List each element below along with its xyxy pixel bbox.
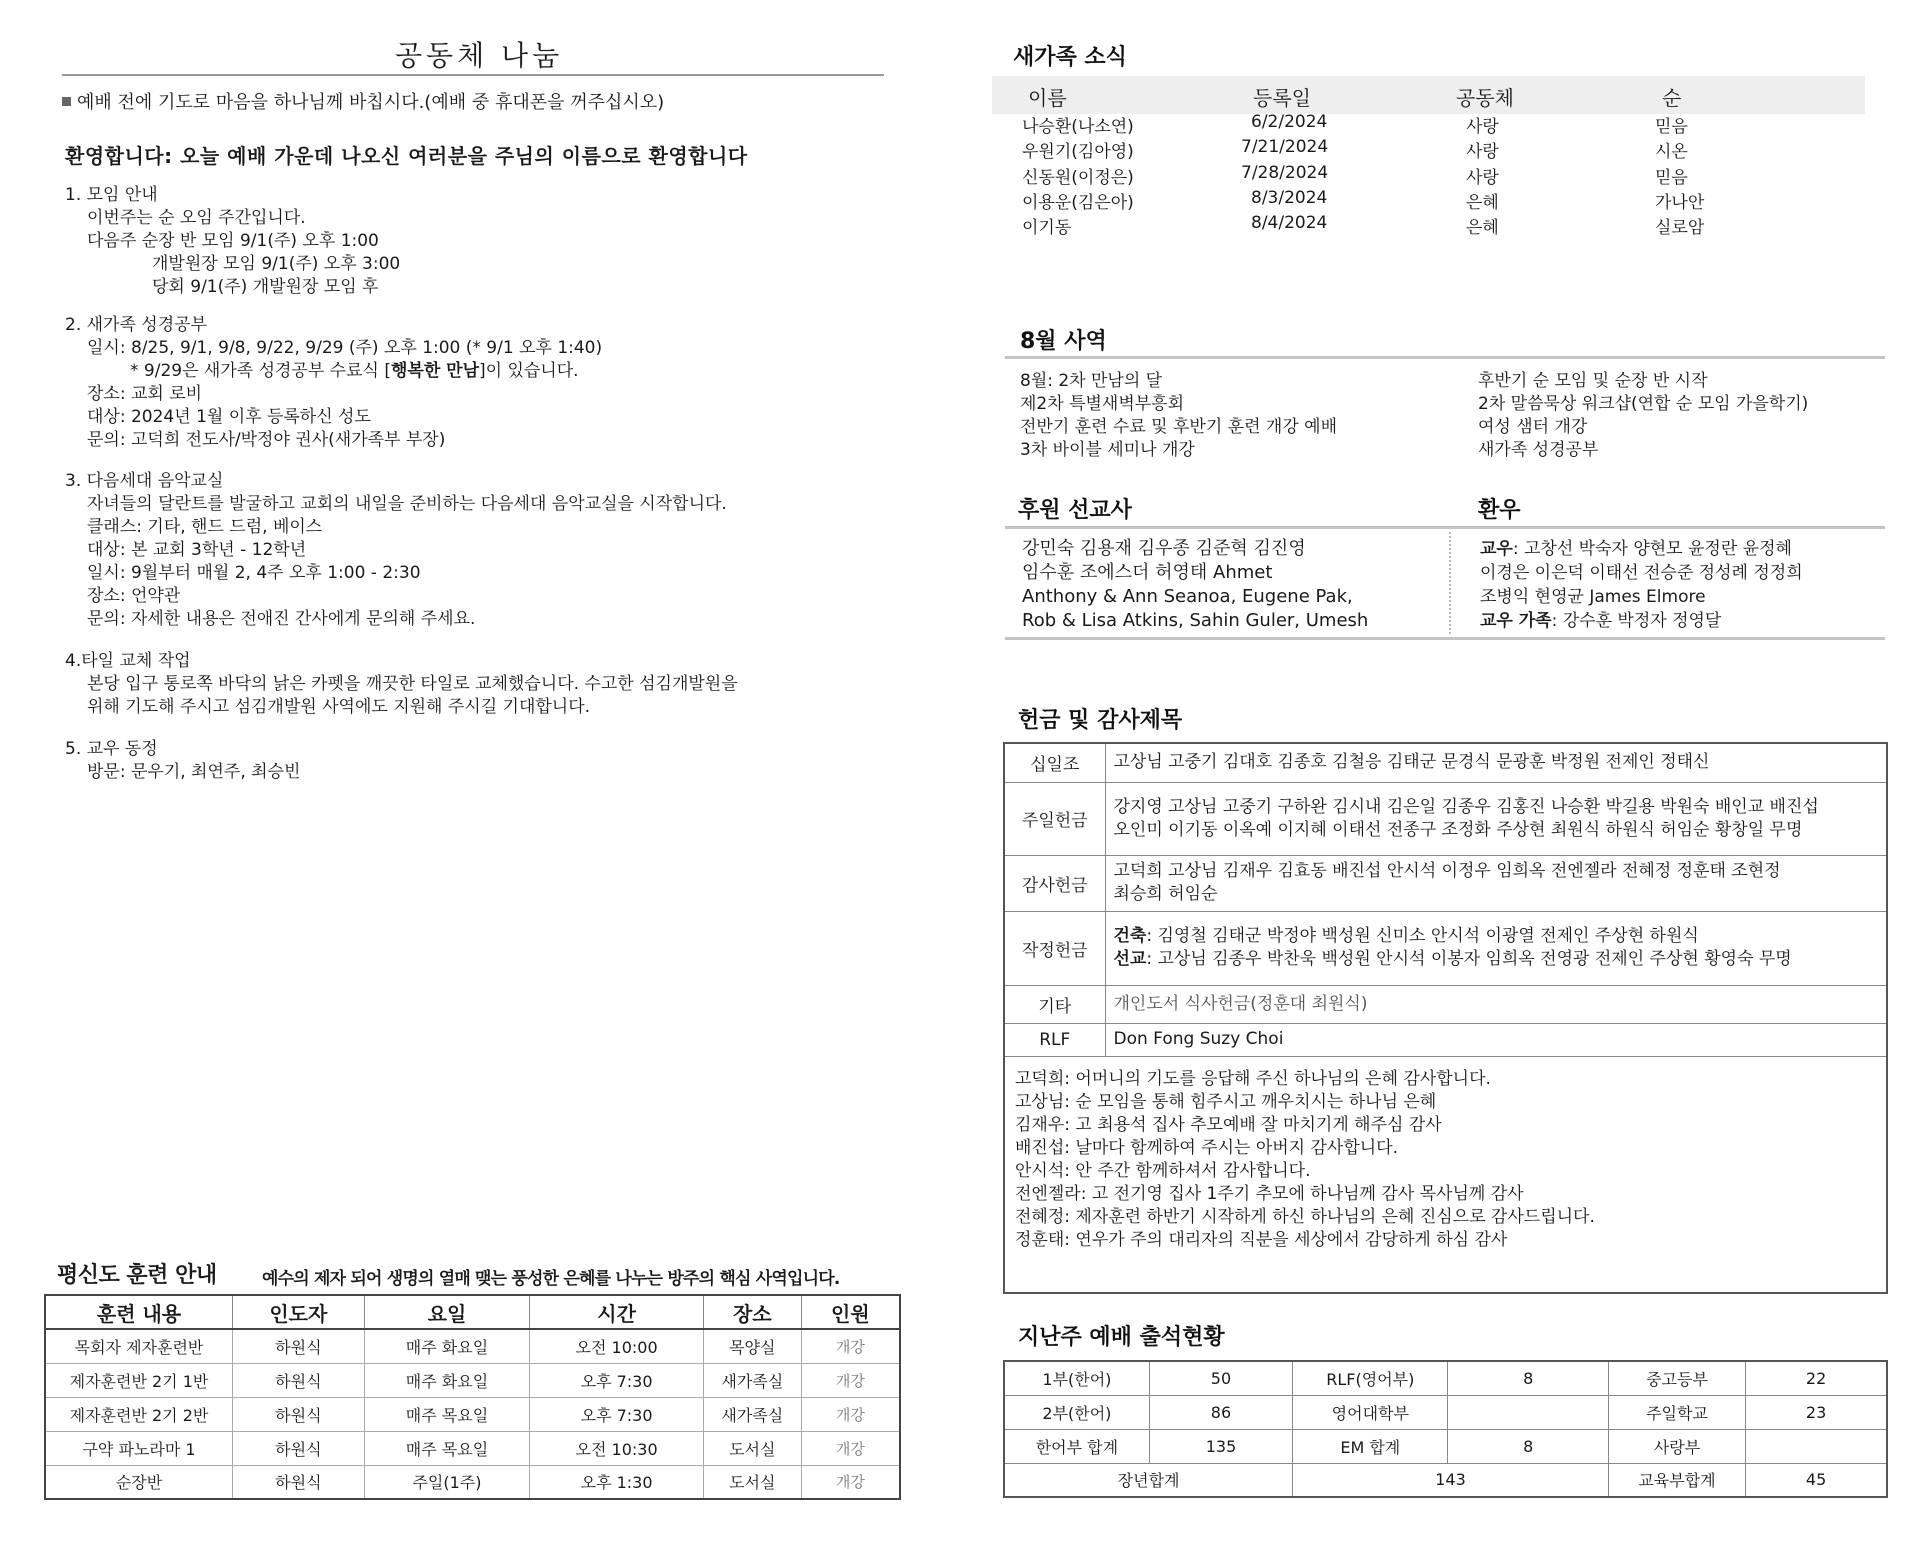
attendance-title: 지난주 예배 출석현황	[1018, 1325, 1225, 1350]
table-cell: 교육부합계	[1608, 1463, 1745, 1497]
column-header: 훈련 내용	[45, 1295, 233, 1329]
table-cell: 오후 7:30	[530, 1363, 704, 1397]
table-cell: 8	[1448, 1361, 1608, 1395]
new-family-date: 7/21/2024	[1241, 137, 1329, 157]
new-family-date: 8/3/2024	[1251, 188, 1328, 208]
prayer-text: 예배 전에 기도로 마음을 하나님께 바칩시다.(예배 중 휴대폰을 꺼주십시오)	[77, 92, 665, 113]
offering-names: 고덕희 고상님 김재우 김효동 배진섭 안시석 이정우 임희옥 전엔젤라 전혜정 정훈태 조현정 최승희 허임순	[1105, 855, 1886, 911]
table-cell: 개강	[801, 1397, 900, 1431]
table-row	[1004, 1429, 1887, 1463]
attendance-table	[1003, 1360, 1888, 1498]
offering-label: 십일조	[1005, 744, 1105, 782]
table-row	[45, 1329, 900, 1363]
notice-heading: 1. 모임 안내	[65, 185, 158, 205]
table-cell: 매주 화요일	[364, 1329, 530, 1363]
notice-line: 대상: 2024년 1월 이후 등록하신 성도	[87, 407, 371, 427]
table-row	[1005, 911, 1886, 985]
column-header: 공동체	[1456, 86, 1514, 110]
list-item: Anthony & Ann Seanoa, Eugene Pak,	[1022, 586, 1353, 607]
training-table	[44, 1294, 901, 1500]
new-family-group: 믿음	[1655, 168, 1688, 188]
list-item: 3차 바이블 세미나 개강	[1020, 440, 1195, 460]
table-row	[1004, 1463, 1887, 1497]
table-cell: 오후 1:30	[530, 1465, 704, 1499]
offering-label: RLF	[1005, 1023, 1105, 1056]
table-cell	[1746, 1429, 1887, 1463]
table-cell: 개강	[801, 1465, 900, 1499]
notice-line: 문의: 고덕희 전도사/박정야 권사(새가족부 부장)	[87, 430, 446, 450]
new-family-date: 7/28/2024	[1241, 163, 1329, 183]
section-divider	[1005, 356, 1885, 359]
list-item: 후반기 순 모임 및 순장 반 시작	[1478, 371, 1708, 391]
prayer-note	[62, 88, 664, 114]
thanks-item: 김재우: 고 최용석 집사 추모예배 잘 마치기게 해주심 감사	[1015, 1115, 1442, 1135]
table-cell: 새가족실	[703, 1397, 801, 1431]
notice-line: 자녀들의 달란트를 발굴하고 교회의 내일을 준비하는 다음세대 음악교실을 시작합니다.	[87, 494, 727, 514]
list-item: 여성 샘터 개강	[1478, 417, 1588, 437]
list-item: 8월: 2차 만남의 달	[1020, 371, 1163, 391]
table-cell: 사랑부	[1608, 1429, 1745, 1463]
table-header-row	[45, 1295, 900, 1329]
table-cell: 중고등부	[1608, 1361, 1745, 1395]
page-title: 공동체 나눔	[395, 39, 564, 72]
offering-label: 기타	[1005, 985, 1105, 1023]
notice-line: 장소: 교회 로비	[87, 384, 203, 404]
new-family-community: 은혜	[1466, 193, 1499, 213]
notice-line: 당회 9/1(주) 개발원장 모임 후	[152, 277, 379, 297]
new-family-header-bar	[992, 76, 1865, 114]
table-row	[1004, 1361, 1887, 1395]
new-family-community: 사랑	[1466, 142, 1499, 162]
notice-line: * 9/29은 새가족 성경공부 수료식 [행복한 만남]이 있습니다.	[130, 361, 579, 381]
table-cell: 45	[1746, 1463, 1887, 1497]
table-cell: 영어대학부	[1293, 1395, 1448, 1429]
table-row	[1004, 1395, 1887, 1429]
table-cell: 8	[1448, 1429, 1608, 1463]
table-cell: 개강	[801, 1329, 900, 1363]
table-row	[1005, 744, 1886, 782]
table-cell: 매주 화요일	[364, 1363, 530, 1397]
section-divider	[1005, 637, 1885, 640]
list-item: 강민숙 김용재 김우종 김준혁 김진영	[1022, 538, 1306, 559]
notice-heading: 2. 새가족 성경공부	[65, 315, 207, 335]
square-bullet-icon	[62, 97, 71, 106]
notice-line: 방문: 문우기, 최연주, 최승빈	[87, 762, 301, 782]
notice-line: 장소: 언약관	[87, 586, 181, 606]
offering-box	[1003, 742, 1888, 1294]
thanks-item: 고덕희: 어머니의 기도를 응답해 주신 하나님의 은혜 감사합니다.	[1015, 1069, 1491, 1089]
table-cell: 하원식	[233, 1363, 365, 1397]
list-item: 제2차 특별새벽부흥회	[1020, 394, 1185, 414]
section-divider	[1005, 526, 1885, 529]
table-cell: 135	[1149, 1429, 1292, 1463]
new-family-name: 우원기(김아영)	[1022, 142, 1134, 162]
thanks-list	[1015, 1068, 1595, 1252]
notice-line: 일시: 8/25, 9/1, 9/8, 9/22, 9/29 (주) 오후 1:00 (* 9/1 오후 1:40)	[87, 338, 603, 358]
table-cell: 개강	[801, 1363, 900, 1397]
table-cell: 1부(한어)	[1004, 1361, 1149, 1395]
thanks-item: 정훈태: 연우가 주의 대리자의 직분을 세상에서 감당하게 하심 감사	[1015, 1230, 1508, 1250]
thanks-item: 안시석: 안 주간 함께하셔서 감사합니다.	[1015, 1161, 1311, 1181]
training-title: 평신도 훈련 안내	[57, 1263, 217, 1288]
sick-members-title: 환우	[1478, 498, 1521, 523]
thanks-item: 배진섭: 날마다 함께하여 주시는 아버지 감사합니다.	[1015, 1138, 1399, 1158]
notice-line: 본당 입구 통로쪽 바닥의 낡은 카펫을 깨끗한 타일로 교체했습니다. 수고한 섬김개발원을	[87, 674, 738, 694]
table-row	[1005, 1023, 1886, 1056]
column-header: 시간	[530, 1295, 704, 1329]
offering-names: 강지영 고상님 고중기 구하완 김시내 김은일 김종우 김홍진 나승환 박길용 박원숙 배인교 배진섭 오인미 이기동 이옥예 이지혜 이태선 전종구 조정화 주상현 최원식 하원식 허임순 황창일 무명	[1105, 782, 1886, 855]
table-cell: 주일학교	[1608, 1395, 1745, 1429]
new-family-community: 은혜	[1466, 218, 1499, 238]
list-item: 전반기 훈련 수료 및 후반기 훈련 개강 예배	[1020, 417, 1338, 437]
column-header: 등록일	[1253, 86, 1311, 110]
table-cell	[1448, 1395, 1608, 1429]
notice-line: 일시: 9월부터 매월 2, 4주 오후 1:00 - 2:30	[87, 563, 421, 583]
notice-members	[65, 738, 300, 784]
new-family-group: 시온	[1655, 142, 1688, 162]
notice-line: 다음주 순장 반 모임 9/1(주) 오후 1:00	[87, 231, 379, 251]
table-cell: 2부(한어)	[1004, 1395, 1149, 1429]
table-cell: 주일(1주)	[364, 1465, 530, 1499]
table-row	[45, 1431, 900, 1465]
table-cell: 제자훈련반 2기 1반	[45, 1363, 233, 1397]
table-cell: 하원식	[233, 1397, 365, 1431]
notice-heading: 5. 교우 동정	[65, 739, 158, 759]
table-cell: 143	[1293, 1463, 1609, 1497]
table-cell: 구약 파노라마 1	[45, 1431, 233, 1465]
notice-music-class	[65, 470, 727, 631]
graduation-name: 행복한 만남	[390, 361, 479, 381]
august-ministry-title: 8월 사역	[1020, 329, 1107, 354]
notice-line: 문의: 자세한 내용은 전애진 간사에게 문의해 주세요.	[87, 609, 476, 629]
table-cell: 새가족실	[703, 1363, 801, 1397]
column-header: 요일	[364, 1295, 530, 1329]
table-cell: 장년합계	[1004, 1463, 1293, 1497]
new-family-title: 새가족 소식	[1013, 45, 1127, 70]
list-item: 새가족 성경공부	[1478, 440, 1599, 460]
notice-line: 클래스: 기타, 핸드 드럼, 베이스	[87, 517, 323, 537]
table-cell: 제자훈련반 2기 2반	[45, 1397, 233, 1431]
notice-line: 개발원장 모임 9/1(주) 오후 3:00	[152, 254, 401, 274]
table-cell: 오후 7:30	[530, 1397, 704, 1431]
table-row	[45, 1397, 900, 1431]
table-row	[1005, 782, 1886, 855]
list-item: 조병익 현영균 James Elmore	[1480, 587, 1706, 607]
offering-names: 고상님 고중기 김대호 김종호 김철응 김태군 문경식 문광훈 박정원 전제인 정태신	[1105, 744, 1886, 782]
offering-table	[1005, 744, 1886, 1057]
new-family-group: 가나안	[1655, 193, 1705, 213]
welcome-message: 환영합니다: 오늘 예배 가운데 나오신 여러분을 주님의 이름으로 환영합니다	[65, 144, 748, 168]
offering-label: 주일헌금	[1005, 782, 1105, 855]
offering-names: 건축: 김영철 김태군 박정야 백성원 신미소 안시석 이광열 전제인 주상현 하원식 선교: 고상님 김종우 박찬욱 백성원 안시석 이봉자 임희옥 전영광 전제인 주상현 황영숙 무명	[1105, 911, 1886, 985]
offering-title: 헌금 및 감사제목	[1018, 708, 1183, 733]
new-family-community: 사랑	[1466, 168, 1499, 188]
table-row	[45, 1465, 900, 1499]
table-cell: 매주 목요일	[364, 1431, 530, 1465]
notice-line: 이번주는 순 오임 주간입니다.	[87, 208, 306, 228]
notice-tile	[65, 650, 738, 719]
table-cell: 매주 목요일	[364, 1397, 530, 1431]
new-family-name: 신동원(이정은)	[1022, 168, 1134, 188]
missionary-list	[1022, 537, 1368, 633]
table-cell: 하원식	[233, 1329, 365, 1363]
list-item: 교우: 고창선 박숙자 양현모 윤정란 윤정혜	[1480, 539, 1792, 559]
list-item: 이경은 이은덕 이태선 전승준 정성례 정정희	[1480, 563, 1803, 583]
new-family-group: 실로암	[1655, 218, 1705, 238]
table-row	[1005, 985, 1886, 1023]
new-family-date: 8/4/2024	[1251, 213, 1328, 233]
thanks-item: 전혜정: 제자훈련 하반기 시작하게 하신 하나님의 은혜 진심으로 감사드립니다.	[1015, 1207, 1595, 1227]
table-cell: 23	[1746, 1395, 1887, 1429]
notice-line: 대상: 본 교회 3학년 - 12학년	[87, 540, 307, 560]
notice-heading: 3. 다음세대 음악교실	[65, 471, 224, 491]
list-item: Rob & Lisa Atkins, Sahin Guler, Umesh	[1022, 610, 1369, 631]
list-item: 교우 가족: 강수훈 박정자 정영달	[1480, 611, 1722, 631]
new-family-name: 이기동	[1022, 218, 1072, 238]
new-family-community: 사랑	[1466, 117, 1499, 137]
new-family-group: 믿음	[1655, 117, 1688, 137]
table-row	[1005, 855, 1886, 911]
title-divider	[62, 74, 884, 76]
notice-heading: 4.타일 교체 작업	[65, 651, 191, 671]
column-header: 이름	[1028, 86, 1067, 110]
sick-list	[1480, 537, 1803, 633]
notice-line: 위해 기도해 주시고 섬김개발원 사역에도 지원해 주시길 기대합니다.	[87, 697, 591, 717]
table-cell: 개강	[801, 1431, 900, 1465]
table-cell: 도서실	[703, 1431, 801, 1465]
table-cell: 86	[1149, 1395, 1292, 1429]
thanks-item: 고상님: 순 모임을 통해 힘주시고 깨우치시는 하나님 은혜	[1015, 1092, 1437, 1112]
table-cell: 22	[1746, 1361, 1887, 1395]
offering-label: 감사헌금	[1005, 855, 1105, 911]
new-family-name: 나승환(나소연)	[1022, 117, 1134, 137]
table-cell: 목양실	[703, 1329, 801, 1363]
list-item: 임수훈 조에스더 허영태 Ahmet	[1022, 562, 1273, 583]
table-cell: 오전 10:30	[530, 1431, 704, 1465]
table-row	[45, 1363, 900, 1397]
list-item: 2차 말씀묵상 워크샵(연합 순 모임 가을학기)	[1478, 394, 1809, 414]
offering-names: Don Fong Suzy Choi	[1105, 1023, 1886, 1056]
table-cell: 도서실	[703, 1465, 801, 1499]
table-cell: RLF(영어부)	[1293, 1361, 1448, 1395]
missionary-title: 후원 선교사	[1018, 498, 1132, 523]
table-cell: 목회자 제자훈련반	[45, 1329, 233, 1363]
training-description: 예수의 제자 되어 생명의 열매 맺는 풍성한 은혜를 나누는 방주의 핵심 사역입니다.	[262, 1269, 840, 1289]
table-cell: EM 합계	[1293, 1429, 1448, 1463]
thanks-item: 전엔젤라: 고 전기영 집사 1주기 추모에 하나님께 감사 목사님께 감사	[1015, 1184, 1524, 1204]
dotted-divider	[1449, 532, 1451, 634]
column-header: 인원	[801, 1295, 900, 1329]
column-header: 장소	[703, 1295, 801, 1329]
offering-names: 개인도서 식사헌금(정훈대 최원식)	[1105, 985, 1886, 1023]
table-cell: 하원식	[233, 1431, 365, 1465]
new-family-date: 6/2/2024	[1251, 112, 1328, 132]
notice-bible-study	[65, 314, 602, 452]
offering-label: 작정헌금	[1005, 911, 1105, 985]
august-right-list	[1478, 370, 1808, 462]
table-cell: 한어부 합계	[1004, 1429, 1149, 1463]
table-cell: 50	[1149, 1361, 1292, 1395]
notice-meeting	[65, 184, 400, 299]
column-header: 인도자	[233, 1295, 365, 1329]
table-cell: 순장반	[45, 1465, 233, 1499]
table-cell: 오전 10:00	[530, 1329, 704, 1363]
august-left-list	[1020, 370, 1337, 462]
new-family-name: 이용운(김은아)	[1022, 193, 1134, 213]
column-header: 순	[1662, 86, 1682, 110]
table-cell: 하원식	[233, 1465, 365, 1499]
